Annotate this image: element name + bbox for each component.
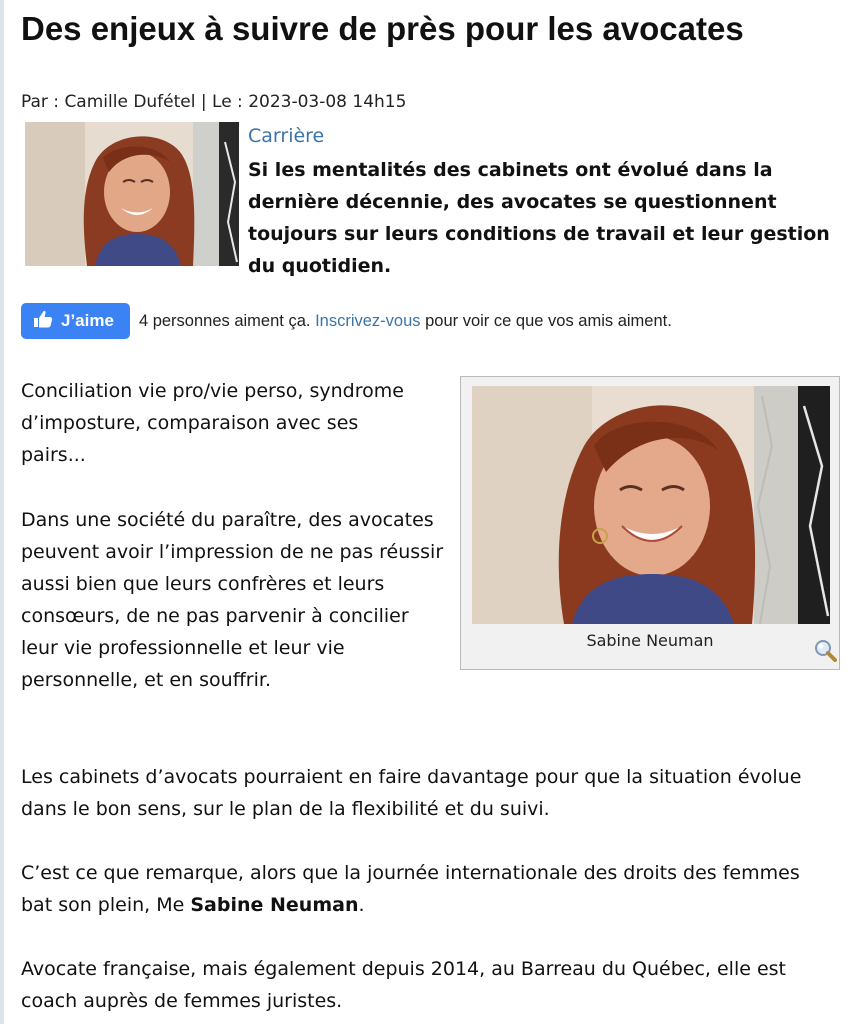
interviewee-name: Sabine Neuman [190, 894, 359, 916]
like-info-suffix: pour voir ce que vos amis aiment. [425, 311, 672, 330]
body-paragraph-5: Avocate française, mais également depuis 2014, au Barreau du Québec, elle est coach auprès de femmes juristes. [21, 958, 787, 1012]
facebook-like-bar [21, 303, 672, 339]
photo-figure [460, 376, 840, 670]
date-label: | Le : [195, 92, 249, 112]
paragraph-4-end: . [358, 894, 365, 916]
publish-date: 2023-03-08 14h15 [248, 92, 407, 112]
like-button[interactable] [21, 303, 130, 339]
photo-caption: Sabine Neuman [586, 631, 714, 650]
body-paragraph-1: Conciliation vie pro/vie perso, syndrome d’imposture, comparaison avec ses pairs... [21, 380, 404, 466]
signup-link[interactable]: Inscrivez-vous [315, 311, 421, 330]
article-title: Des enjeux à suivre de près pour les avocates [21, 10, 744, 47]
page-left-border [0, 0, 4, 1024]
body-paragraph-3: Les cabinets d’avocats pourraient en faire davantage pour que la situation évolue dans le bon sens, sur le plan de la flexibilité et du suivi. [21, 766, 802, 820]
author-name: Camille Dufétel [64, 92, 196, 112]
article-thumbnail[interactable] [25, 122, 239, 266]
category-link[interactable]: Carrière [248, 125, 325, 147]
article-lead: Si les mentalités des cabinets ont évolué dans la dernière décennie, des avocates se questionnent toujours sur leurs conditions de travail et leur gestion du quotidien. [248, 159, 830, 277]
author-label: Par : [21, 92, 65, 112]
body-paragraph-4 [21, 857, 831, 921]
portrait-photo[interactable] [472, 386, 830, 624]
thumbs-up-icon [33, 310, 53, 333]
byline [21, 92, 406, 112]
body-paragraph-2: Dans une société du paraître, des avocates peuvent avoir l’impression de ne pas réussir aussi bien que leurs confrères et leurs consœurs, de ne pas parvenir à concilier leur vie professionnelle et leur vie personnelle, et en souffrir. [21, 509, 444, 691]
magnifier-icon[interactable] [813, 638, 837, 662]
like-info-text [139, 312, 672, 331]
paragraph-4-text: C’est ce que remarque, alors que la journée internationale des droits des femmes bat son plein, Me [21, 862, 800, 916]
like-button-label: J’aime [61, 311, 114, 330]
like-count: 4 personnes aiment ça. [138, 311, 311, 330]
